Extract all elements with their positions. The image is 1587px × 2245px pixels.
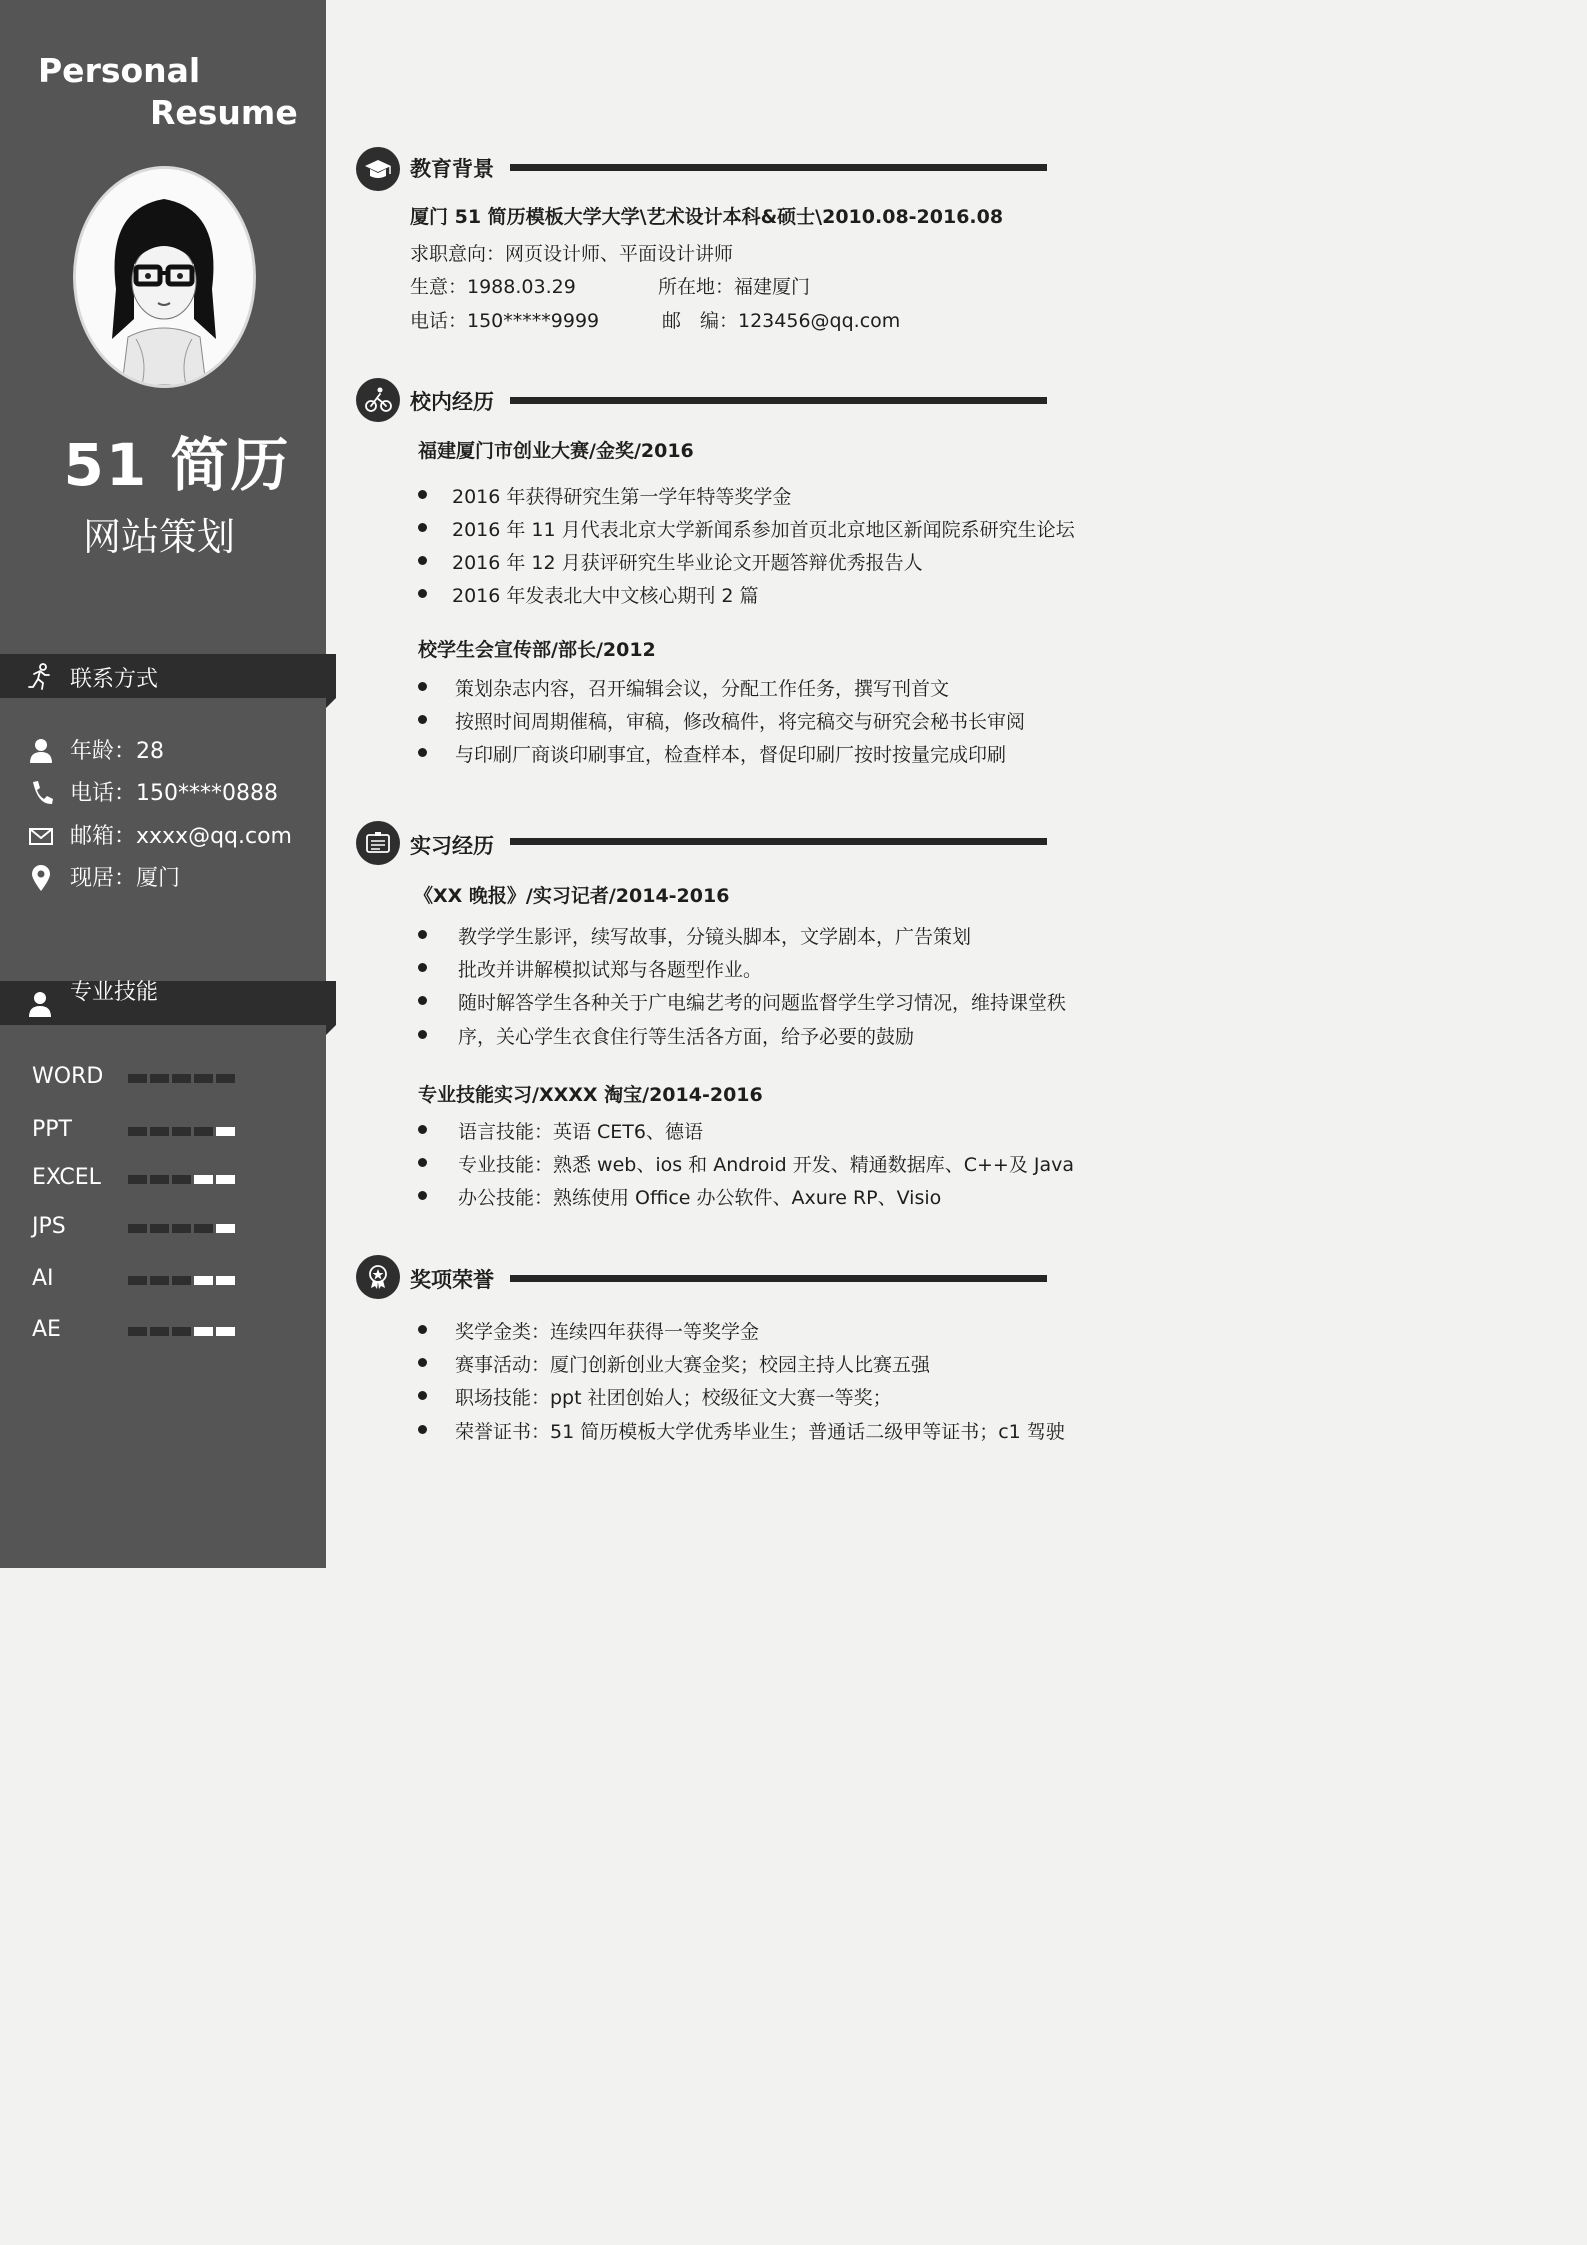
- skill-segment-filled: [172, 1127, 191, 1136]
- id-card-icon: [356, 821, 400, 865]
- bullet-dot: [418, 1125, 427, 1134]
- bullet-dot: [418, 556, 427, 565]
- internship-list-1-item: 教学学生影评，续写故事，分镜头脚本，文学剧本，广告策划: [458, 926, 972, 948]
- brand-title: [38, 50, 298, 134]
- internship-section-icon: [356, 821, 400, 865]
- internship-list-1-item: 随时解答学生各种关于广电编艺考的问题监督学生学习情况，维持课堂秩: [458, 992, 1067, 1014]
- skill-segment-empty: [216, 1175, 235, 1184]
- skill-row: [0, 1058, 326, 1098]
- skill-segment-filled: [150, 1224, 169, 1233]
- skill-segment-filled: [172, 1224, 191, 1233]
- campus-title: 校内经历: [410, 390, 494, 414]
- runner-icon: [26, 662, 54, 690]
- brand-line-2: Resume: [150, 93, 298, 132]
- contact-email: [0, 815, 326, 855]
- person-icon: [28, 736, 54, 764]
- bullet-dot: [418, 1158, 427, 1167]
- contact-heading-band: [0, 654, 336, 698]
- sidebar: [0, 0, 326, 1568]
- phone-number: 电话：150*****9999: [410, 310, 600, 332]
- skill-segment-filled: [150, 1127, 169, 1136]
- skill-segment-filled: [128, 1175, 147, 1184]
- skill-level-bar: [128, 1175, 235, 1184]
- contact-location-text: 现居：厦门: [70, 866, 181, 891]
- skill-segment-filled: [216, 1074, 235, 1083]
- skill-segment-filled: [128, 1276, 147, 1285]
- skill-segment-filled: [194, 1224, 213, 1233]
- skill-segment-filled: [128, 1327, 147, 1336]
- bullet-dot: [418, 1325, 427, 1334]
- internship-title: 实习经历: [410, 834, 494, 858]
- skill-segment-filled: [128, 1074, 147, 1083]
- internship-sub-1: 《XX 晚报》/实习记者/2014-2016: [414, 885, 730, 907]
- awards-list-item: 职场技能：ppt 社团创始人；校级征文大赛一等奖；: [455, 1387, 892, 1409]
- contact-heading: 联系方式: [70, 667, 159, 692]
- internship-list-2-item: 语言技能：英语 CET6、德语: [458, 1121, 704, 1143]
- person-icon: [26, 989, 54, 1017]
- contact-phone-text: 电话：150****0888: [70, 781, 278, 806]
- bullet-dot: [418, 1030, 427, 1039]
- home-location: 所在地：福建厦门: [658, 276, 811, 298]
- campus-rule: [510, 397, 1047, 404]
- skill-name: WORD: [32, 1064, 104, 1089]
- awards-list-item: 奖学金类：连续四年获得一等奖学金: [455, 1321, 760, 1343]
- skill-name: AI: [32, 1266, 54, 1291]
- skill-row: [0, 1111, 326, 1151]
- internship-sub-2: 专业技能实习/XXXX 淘宝/2014-2016: [418, 1084, 763, 1106]
- skill-segment-empty: [216, 1327, 235, 1336]
- birth-date: 生意：1988.03.29: [410, 276, 576, 298]
- skill-segment-filled: [150, 1327, 169, 1336]
- bullet-dot: [418, 589, 427, 598]
- campus-list-1-item: 2016 年发表北大中文核心期刊 2 篇: [452, 585, 759, 607]
- skill-segment-empty: [216, 1127, 235, 1136]
- skill-row: [0, 1159, 326, 1199]
- awards-list-item: 荣誉证书：51 简历模板大学优秀毕业生；普通话二级甲等证书；c1 驾驶: [455, 1421, 1065, 1443]
- bullet-dot: [418, 1358, 427, 1367]
- skill-name: JPS: [32, 1214, 66, 1239]
- internship-rule: [510, 838, 1047, 845]
- education-headline: 厦门 51 简历模板大学大学\艺术设计本科&硕士\2010.08-2016.08: [410, 206, 1004, 228]
- campus-list-1-item: 2016 年 12 月获评研究生毕业论文开题答辩优秀报告人: [452, 552, 923, 574]
- education-rule: [510, 164, 1047, 171]
- skill-level-bar: [128, 1127, 235, 1136]
- campus-sub-2: 校学生会宣传部/部长/2012: [418, 639, 656, 661]
- campus-list-2-item: 策划杂志内容，召开编辑会议，分配工作任务，撰写刊首文: [455, 678, 950, 700]
- candidate-name: 51 简历: [63, 431, 291, 499]
- bullet-dot: [418, 490, 427, 499]
- cyclist-icon: [356, 378, 400, 422]
- skill-row: [0, 1260, 326, 1300]
- avatar: [73, 166, 256, 388]
- awards-list-item: 赛事活动：厦门创新创业大赛金奖；校园主持人比赛五强: [455, 1354, 931, 1376]
- skill-segment-empty: [216, 1224, 235, 1233]
- brand-line-1: Personal: [38, 51, 201, 90]
- skill-level-bar: [128, 1224, 235, 1233]
- skills-heading: 专业技能: [70, 980, 159, 1005]
- contact-phone: [0, 772, 326, 812]
- skill-segment-empty: [194, 1276, 213, 1285]
- bullet-dot: [418, 963, 427, 972]
- internship-list-2-item: 专业技能：熟悉 web、ios 和 Android 开发、精通数据库、C++及 Java: [458, 1154, 1074, 1176]
- internship-list-1-item: 序，关心学生衣食住行等生活各方面，给予必要的鼓励: [458, 1026, 915, 1048]
- campus-list-1-item: 2016 年 11 月代表北京大学新闻系参加首页北京地区新闻院系研究生论坛: [452, 519, 1075, 541]
- awards-rule: [510, 1275, 1047, 1282]
- phone-icon: [28, 778, 54, 806]
- skill-level-bar: [128, 1327, 235, 1336]
- skill-segment-filled: [194, 1127, 213, 1136]
- skill-segment-filled: [128, 1224, 147, 1233]
- skill-segment-filled: [194, 1074, 213, 1083]
- skill-segment-empty: [194, 1175, 213, 1184]
- awards-section-icon: [356, 1255, 400, 1299]
- bullet-dot: [418, 930, 427, 939]
- job-objective: 求职意向：网页设计师、平面设计讲师: [410, 243, 734, 265]
- bullet-dot: [418, 682, 427, 691]
- contact-email-text: 邮箱：xxxx@qq.com: [70, 824, 292, 849]
- skill-segment-filled: [150, 1276, 169, 1285]
- contact-age: [0, 730, 326, 770]
- medal-icon: [356, 1255, 400, 1299]
- bullet-dot: [418, 1191, 427, 1200]
- bullet-dot: [418, 1391, 427, 1400]
- internship-list-1-item: 批改并讲解模拟试郑与各题型作业。: [458, 959, 763, 981]
- skill-name: AE: [32, 1317, 61, 1342]
- campus-list-2-item: 与印刷厂商谈印刷事宜，检查样本，督促印刷厂按时按量完成印刷: [455, 744, 1007, 766]
- skill-segment-filled: [172, 1276, 191, 1285]
- campus-list-1-item: 2016 年获得研究生第一学年特等奖学金: [452, 486, 792, 508]
- skill-segment-filled: [172, 1327, 191, 1336]
- skill-segment-empty: [216, 1276, 235, 1285]
- campus-section-icon: [356, 378, 400, 422]
- skill-segment-filled: [128, 1127, 147, 1136]
- mail-icon: [28, 821, 54, 849]
- skill-row: [0, 1208, 326, 1248]
- skill-segment-filled: [172, 1074, 191, 1083]
- location-pin-icon: [28, 863, 54, 891]
- campus-sub-1: 福建厦门市创业大赛/金奖/2016: [418, 440, 694, 462]
- skill-row: [0, 1311, 326, 1351]
- avatar-illustration: [76, 169, 253, 385]
- skill-segment-filled: [150, 1074, 169, 1083]
- awards-title: 奖项荣誉: [410, 1268, 494, 1292]
- education-section-icon: [356, 147, 400, 191]
- bullet-dot: [418, 996, 427, 1005]
- internship-list-2-item: 办公技能：熟练使用 Office 办公软件、Axure RP、Visio: [458, 1187, 942, 1209]
- graduation-cap-icon: [356, 147, 400, 191]
- skills-heading-band: [0, 981, 336, 1025]
- skill-name: EXCEL: [32, 1165, 101, 1190]
- skill-level-bar: [128, 1074, 235, 1083]
- bullet-dot: [418, 1425, 427, 1434]
- campus-list-2-item: 按照时间周期催稿，审稿，修改稿件，将完稿交与研究会秘书长审阅: [455, 711, 1026, 733]
- bullet-dot: [418, 748, 427, 757]
- skill-segment-empty: [194, 1327, 213, 1336]
- skill-segment-filled: [172, 1175, 191, 1184]
- skill-segment-filled: [150, 1175, 169, 1184]
- contact-location: [0, 857, 326, 897]
- contact-age-text: 年龄：28: [70, 739, 164, 764]
- bullet-dot: [418, 523, 427, 532]
- skill-level-bar: [128, 1276, 235, 1285]
- postal-email: 邮 编：123456@qq.com: [662, 310, 901, 332]
- candidate-role: 网站策划: [82, 515, 235, 559]
- bullet-dot: [418, 715, 427, 724]
- skill-name: PPT: [32, 1117, 72, 1142]
- education-title: 教育背景: [410, 157, 494, 181]
